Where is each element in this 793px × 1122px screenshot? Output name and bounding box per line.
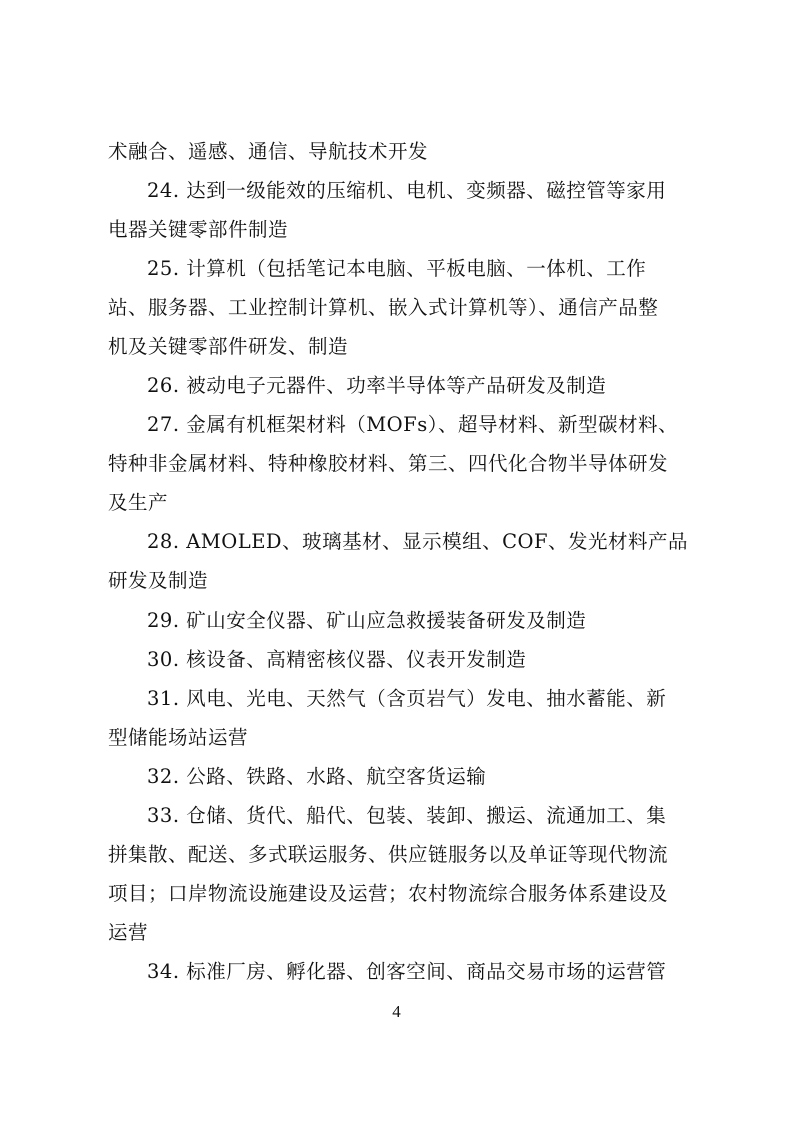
item-26: 26. 被动电子元器件、功率半导体等产品研发及制造 xyxy=(147,374,607,397)
item-25: 25. 计算机（包括笔记本电脑、平板电脑、一体机、工作 xyxy=(147,257,647,280)
page-number: 4 xyxy=(392,1002,401,1021)
item-25-continued-1: 站、服务器、工业控制计算机、嵌入式计算机等）、通信产品整 xyxy=(108,296,659,319)
item-33-continued-3: 运营 xyxy=(108,921,149,944)
item-24: 24. 达到一级能效的压缩机、电机、变频器、磁控管等家用 xyxy=(147,179,667,202)
item-34: 34. 标准厂房、孵化器、创客空间、商品交易市场的运营管 xyxy=(147,960,667,983)
item-33-continued-2: 项目；口岸物流设施建设及运营；农村物流综合服务体系建设及 xyxy=(108,882,669,905)
item-24-continued: 电器关键零部件制造 xyxy=(108,218,289,241)
item-31: 31. 风电、光电、天然气（含页岩气）发电、抽水蓄能、新 xyxy=(147,687,667,710)
item-31-continued: 型储能场站运营 xyxy=(108,726,249,749)
item-27-continued-2: 及生产 xyxy=(108,491,169,514)
item-29: 29. 矿山安全仪器、矿山应急救援装备研发及制造 xyxy=(147,609,587,632)
item-27-continued-1: 特种非金属材料、特种橡胶材料、第三、四代化合物半导体研发 xyxy=(108,452,669,475)
item-28-continued: 研发及制造 xyxy=(108,569,209,592)
item-27: 27. 金属有机框架材料（MOFs）、超导材料、新型碳材料、 xyxy=(147,413,678,436)
item-28: 28. AMOLED、玻璃基材、显示模组、COF、发光材料产品 xyxy=(147,530,689,553)
item-33: 33. 仓储、货代、船代、包装、装卸、搬运、流通加工、集 xyxy=(147,804,667,827)
item-32: 32. 公路、铁路、水路、航空客货运输 xyxy=(147,765,487,788)
text-line-continuation: 术融合、遥感、通信、导航技术开发 xyxy=(108,140,429,163)
item-33-continued-1: 拼集散、配送、多式联运服务、供应链服务以及单证等现代物流 xyxy=(108,843,669,866)
item-25-continued-2: 机及关键零部件研发、制造 xyxy=(108,335,349,358)
item-30: 30. 核设备、高精密核仪器、仪表开发制造 xyxy=(147,648,527,671)
